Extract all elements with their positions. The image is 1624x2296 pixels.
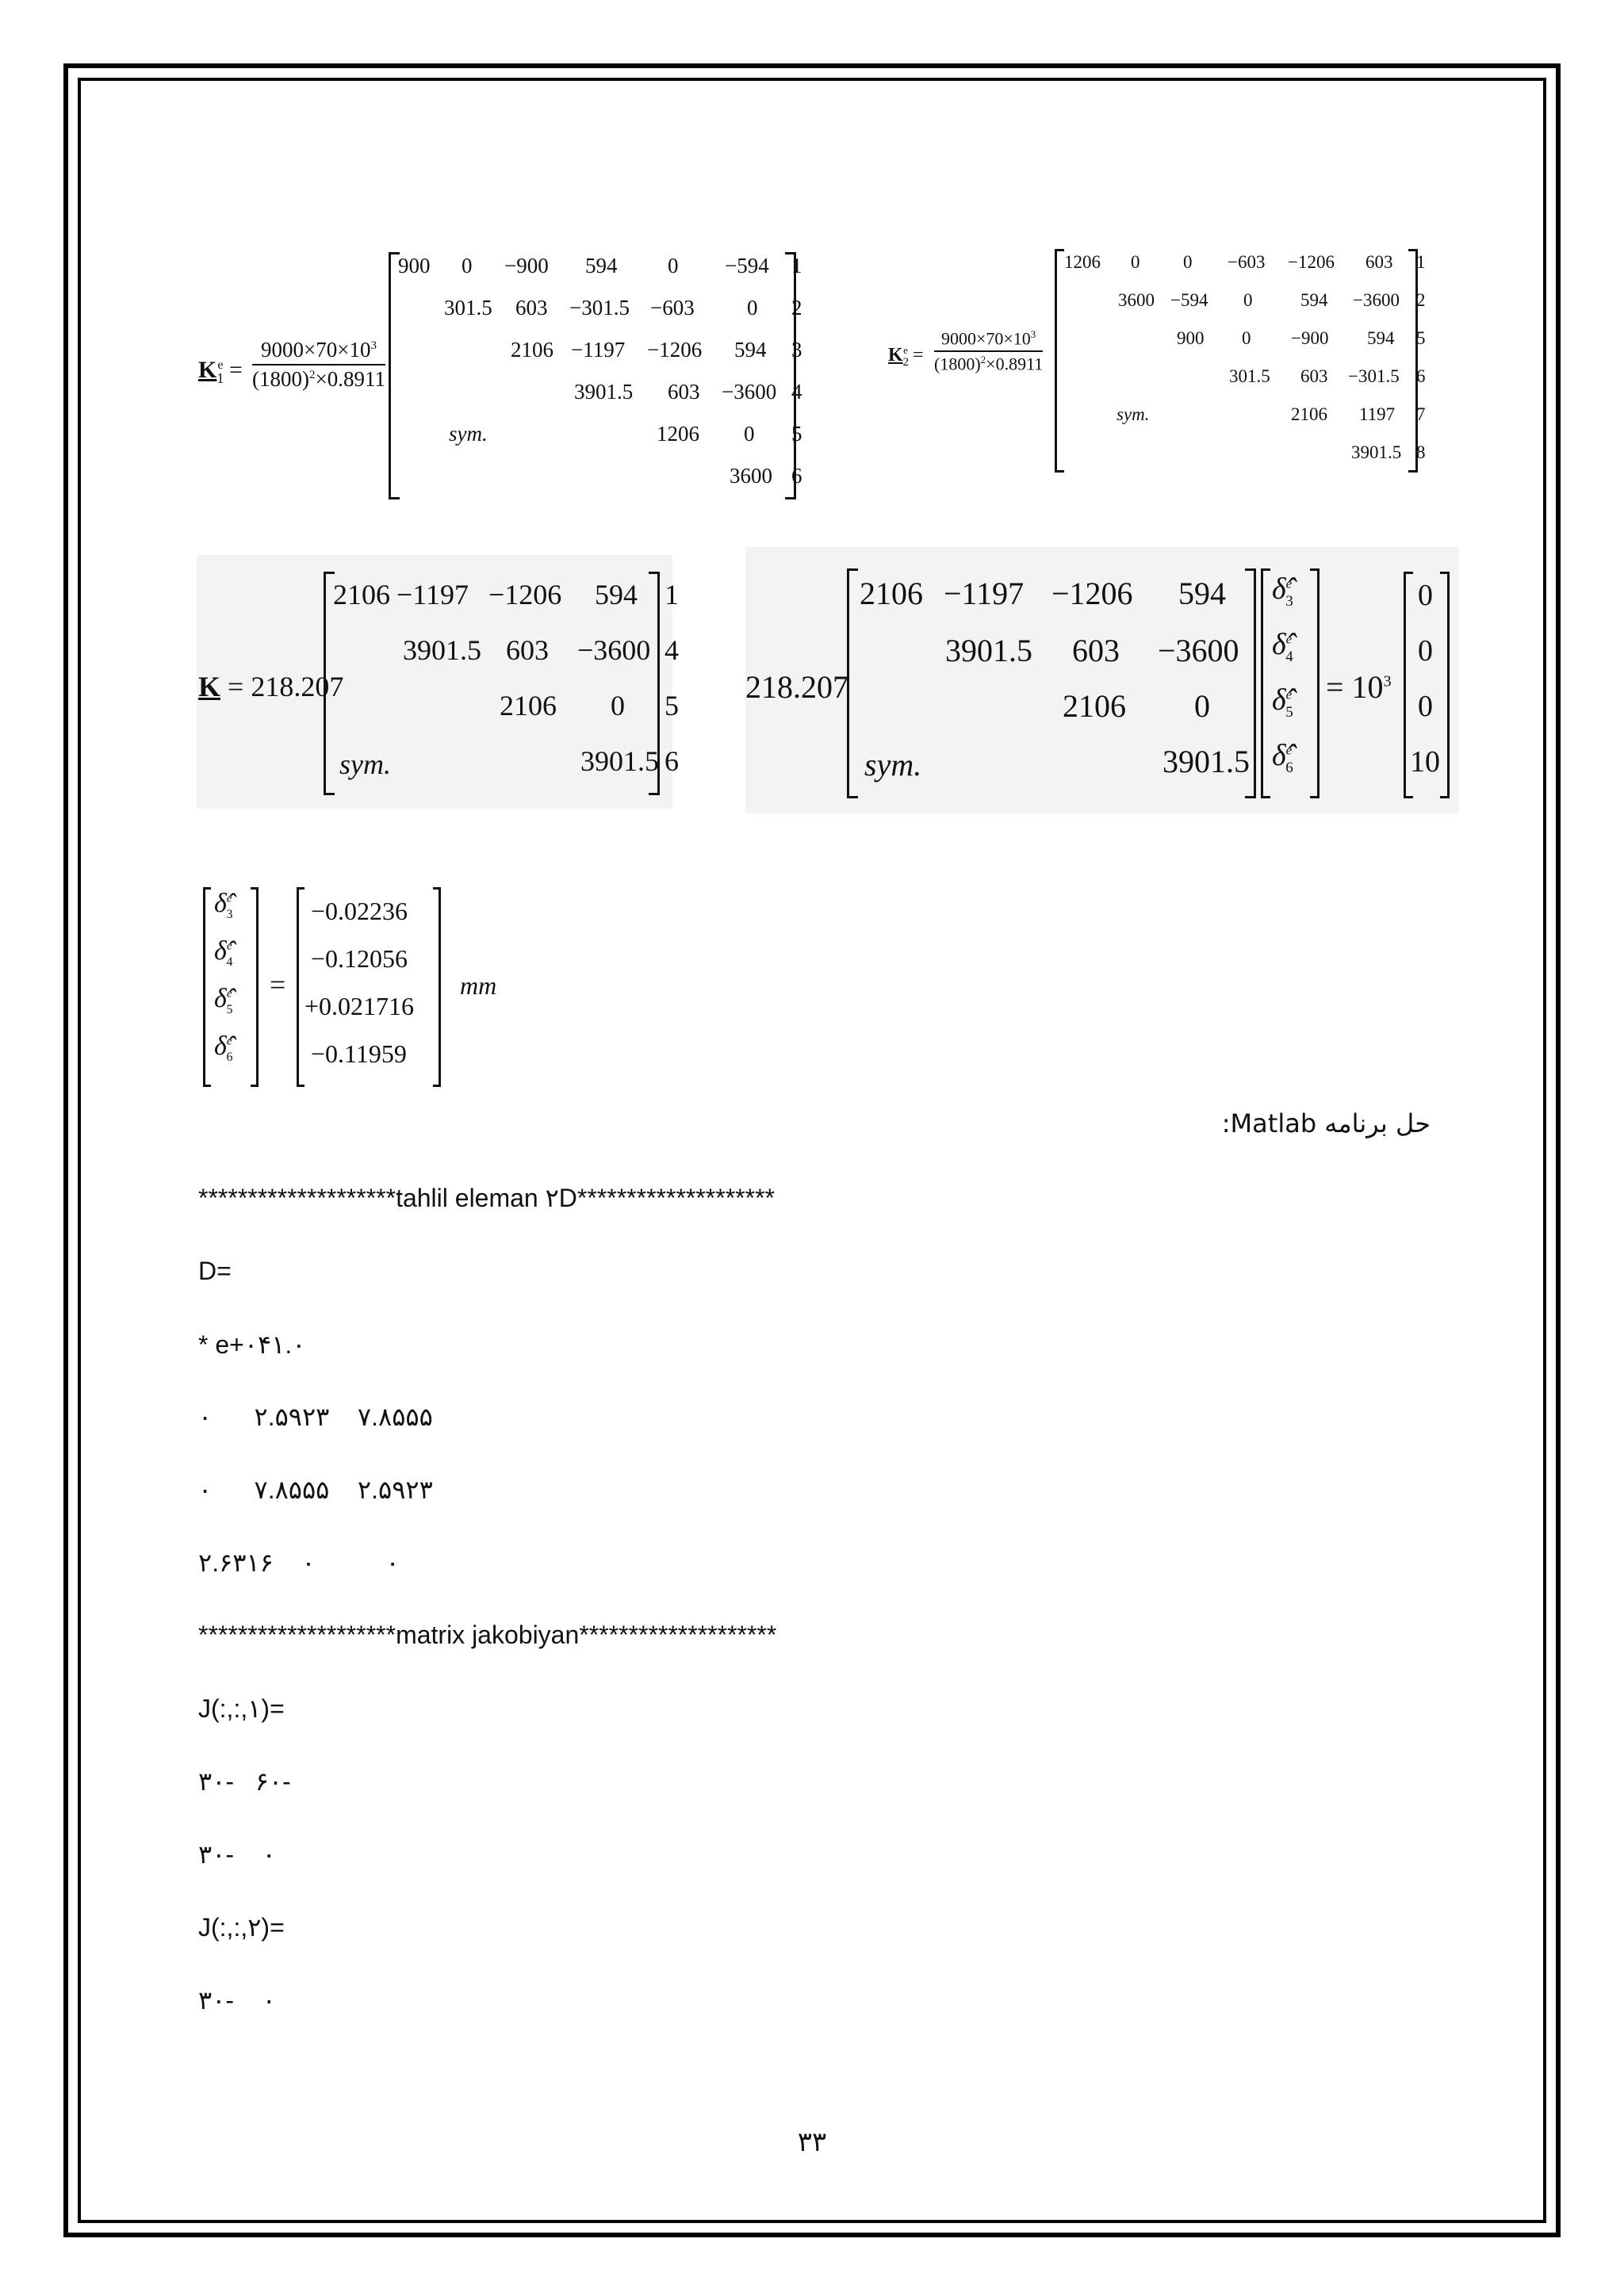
k1-superscript: e [217, 358, 224, 372]
k2-cell: 0 [1131, 252, 1140, 272]
k2-dof-label: 1 [1416, 252, 1426, 272]
k1-cell: 0 [668, 254, 679, 277]
k1-dof-label: 5 [791, 422, 802, 446]
disp-left-bracket [203, 887, 211, 1087]
k1-cell: −900 [504, 254, 549, 277]
output-row: ۳۰- ۰ [198, 1986, 276, 2015]
output-label-j2: J(:,:,۲)= [198, 1913, 285, 1942]
k1-dof-label: 1 [791, 254, 802, 277]
k2-cell: 603 [1300, 366, 1328, 386]
k1-sym-label: sym. [449, 422, 488, 446]
output-label-j1: J(:,:,۱)= [198, 1694, 285, 1723]
delta-symbol: δ̂ [214, 889, 227, 918]
k1-cell: −3600 [722, 380, 777, 404]
k-reduced-coefficient: = 218.207 [228, 671, 344, 702]
matlab-heading: حل برنامه Matlab: [1221, 1108, 1431, 1138]
delta-symbol: δ̂ [1272, 739, 1286, 772]
k2-cell: 301.5 [1229, 366, 1270, 386]
k-reduced-cell: −1197 [396, 579, 469, 610]
delta-symbol: δ̂ [214, 984, 227, 1013]
k-reduced-cell: −1206 [488, 579, 562, 610]
k-reduced-cell: 3901.5 [580, 745, 659, 777]
rhs-cell: 10 [1410, 745, 1440, 779]
delta-sup: e [226, 987, 232, 1001]
k1-dof-label: 2 [791, 296, 802, 320]
output-row: ۰ ۷.۸۵۵۵ ۲.۵۹۲۳ [198, 1475, 433, 1504]
k-reduced-dof-label: 4 [665, 634, 679, 666]
output-label-d: D= [198, 1257, 232, 1285]
k2-cell: 0 [1183, 252, 1193, 272]
system-cell: 2106 [1063, 688, 1126, 724]
delta-left-bracket [1261, 568, 1270, 798]
k-reduced-cell: 2106 [500, 690, 557, 721]
k1-cell: −594 [725, 254, 769, 277]
k2-equals: = [912, 345, 924, 365]
rhs-cell: 0 [1418, 579, 1433, 612]
k1-den-tail: ×0.8911 [315, 367, 385, 391]
k2-fraction [934, 328, 1043, 375]
k2-cell: −603 [1228, 252, 1266, 272]
k1-cell: 0 [744, 422, 755, 446]
delta-sup: e [226, 1035, 232, 1048]
k1-cell: 3600 [730, 464, 772, 488]
delta-index: 3 [1285, 592, 1293, 610]
k2-dof-label: 8 [1416, 442, 1426, 462]
k1-cell: 3901.5 [574, 380, 634, 404]
k2-cell: 2106 [1291, 404, 1327, 424]
system-power: 3 [1383, 672, 1392, 691]
system-sym-label: sym. [864, 747, 922, 783]
k2-dof-label: 5 [1416, 328, 1426, 348]
k1-cell: 594 [734, 338, 767, 362]
disp-unit: mm [460, 971, 497, 1000]
k2-cell: 594 [1300, 290, 1328, 310]
delta-symbol: δ̂ [214, 936, 227, 966]
k1-numerator: 9000×70×10 [261, 338, 371, 362]
k2-dof-label: 2 [1416, 290, 1426, 310]
k2-symbol: K [888, 345, 903, 365]
system-equals: = 10 [1326, 669, 1384, 705]
k-reduced-dof-label: 5 [665, 690, 679, 721]
delta-index: 4 [1285, 648, 1293, 665]
k1-right-bracket [785, 252, 796, 499]
k1-cell: −1197 [571, 338, 626, 362]
k-reduced-sym-label: sym. [339, 748, 391, 780]
k1-cell: 0 [747, 296, 758, 320]
k1-equals: = [228, 357, 243, 383]
k1-cell: 2106 [511, 338, 553, 362]
k2-cell: 1197 [1359, 404, 1396, 424]
system-cell: 2106 [860, 576, 923, 611]
output-scale: * e+۰۴۱.۰ [198, 1330, 306, 1359]
delta-symbol: δ̂ [214, 1031, 227, 1061]
k2-cell: 3901.5 [1351, 442, 1402, 462]
k1-cell: 603 [515, 296, 548, 320]
k2-superscript: e [903, 344, 908, 356]
k2-subscript: 2 [902, 355, 910, 369]
delta-sup: e [1285, 631, 1293, 647]
k2-numerator: 9000×70×10 [940, 328, 1031, 349]
k2-sym-label: sym. [1116, 404, 1150, 424]
k-reduced-cell: 2106 [333, 579, 390, 610]
section-header-tahlil: ********************tahlil eleman ۲D******************** [198, 1184, 775, 1212]
k-reduced-dof-label: 6 [665, 745, 679, 777]
k2-cell: −1206 [1288, 252, 1335, 272]
disp-equals: = [270, 969, 286, 1001]
system-coefficient: 218.207 [745, 669, 848, 705]
k1-cell: 594 [585, 254, 618, 277]
k2-den-tail: ×0.8911 [986, 354, 1044, 374]
delta-index: 5 [1285, 703, 1293, 721]
disp-value: −0.02236 [311, 897, 408, 925]
k2-cell: 0 [1243, 290, 1253, 310]
k-reduced-cell: −3600 [577, 634, 651, 666]
system-cell: −1206 [1051, 576, 1133, 611]
k1-cell: 0 [462, 254, 473, 277]
delta-sup: e [1285, 742, 1293, 758]
k1-cell: 1206 [657, 422, 699, 446]
k2-cell: 0 [1242, 328, 1251, 348]
delta-index: 6 [1285, 759, 1293, 776]
k1-cell: 603 [668, 380, 700, 404]
k1-dof-label: 3 [791, 338, 802, 362]
k2-cell: 594 [1367, 328, 1395, 348]
k2-denominator: (1800) [934, 354, 981, 374]
k2-cell: −3600 [1353, 290, 1400, 310]
delta-symbol: δ̂ [1272, 572, 1286, 606]
rhs-right-bracket [1440, 572, 1450, 798]
k1-denominator: (1800) [252, 367, 309, 391]
rhs-cell: 0 [1418, 690, 1433, 723]
k-reduced-cell: 594 [595, 579, 638, 610]
k2-left-bracket [1055, 249, 1064, 473]
k1-fraction [252, 338, 385, 392]
k2-cell: 603 [1365, 252, 1393, 272]
k1-cell: −603 [650, 296, 695, 320]
section-header-jakobiyan: ********************matrix jakobiyan******************** [198, 1621, 777, 1649]
k2-cell: −301.5 [1348, 366, 1400, 386]
equation-k-reduced [198, 567, 690, 805]
k2-den-exp: 2 [980, 354, 986, 366]
disp-value: +0.021716 [304, 992, 415, 1020]
k1-dof-label: 4 [791, 380, 802, 404]
k-reduced-cell: 3901.5 [403, 634, 481, 666]
system-left-bracket [847, 568, 858, 798]
k1-dof-label: 6 [791, 464, 802, 488]
equation-displacement [203, 884, 536, 1090]
k1-den-exp: 2 [308, 369, 316, 381]
k1-cell: 900 [398, 254, 431, 277]
disp-right-bracket [251, 887, 259, 1087]
k1-left-bracket [389, 252, 400, 499]
delta-index: 6 [226, 1050, 233, 1064]
delta-right-bracket [1310, 568, 1320, 798]
delta-symbol: δ̂ [1272, 628, 1286, 661]
output-row: ۲.۶۳۱۶ ۰ ۰ [198, 1548, 400, 1577]
k-reduced-cell: 603 [506, 634, 549, 666]
system-cell: 0 [1194, 688, 1210, 724]
k1-cell: −301.5 [569, 296, 630, 320]
equation-k2 [888, 246, 1443, 484]
k-reduced-cell: 0 [611, 690, 625, 721]
k-reduced-symbol: K [198, 671, 221, 702]
k1-num-exp: 3 [370, 339, 377, 352]
delta-index: 5 [226, 1002, 233, 1016]
delta-sup: e [226, 892, 232, 905]
output-row: ۰ ۲.۵۹۲۳ ۷.۸۵۵۵ [198, 1402, 433, 1431]
output-row: ۳۰- ۰ [198, 1840, 276, 1869]
equation-k1 [198, 246, 817, 507]
delta-symbol: δ̂ [1272, 683, 1286, 717]
k1-cell: −1206 [647, 338, 703, 362]
k2-cell: 1206 [1064, 252, 1101, 272]
disp-values-right-bracket [433, 887, 441, 1087]
delta-sup: e [226, 939, 232, 953]
system-cell: −3600 [1158, 633, 1239, 668]
system-cell: 3901.5 [945, 633, 1032, 668]
k2-cell: 3600 [1118, 290, 1155, 310]
delta-index: 4 [226, 955, 233, 969]
disp-value: −0.11959 [311, 1039, 407, 1068]
k2-cell: −900 [1291, 328, 1329, 348]
page-number: ۳۳ [797, 2126, 827, 2158]
k2-cell: 900 [1177, 328, 1205, 348]
equation-system [745, 567, 1459, 805]
system-cell: 603 [1072, 633, 1120, 668]
system-cell: 594 [1178, 576, 1226, 611]
k-reduced-dof-label: 1 [665, 579, 679, 610]
delta-sup: e [1285, 576, 1293, 591]
k2-num-exp: 3 [1030, 328, 1036, 340]
output-row: ۳۰- ۶۰- [198, 1767, 291, 1796]
k2-dof-label: 6 [1416, 366, 1426, 386]
k2-right-bracket [1408, 249, 1418, 473]
delta-sup: e [1285, 687, 1293, 702]
disp-values-left-bracket [297, 887, 304, 1087]
rhs-cell: 0 [1418, 634, 1433, 668]
k1-subscript: 1 [216, 370, 224, 386]
k1-symbol: K [198, 357, 217, 383]
k1-cell: 301.5 [444, 296, 492, 320]
system-cell: −1197 [944, 576, 1025, 611]
system-cell: 3901.5 [1162, 744, 1250, 779]
delta-index: 3 [226, 907, 233, 921]
k2-dof-label: 7 [1416, 404, 1426, 424]
disp-value: −0.12056 [311, 944, 408, 973]
k2-cell: −594 [1170, 290, 1208, 310]
